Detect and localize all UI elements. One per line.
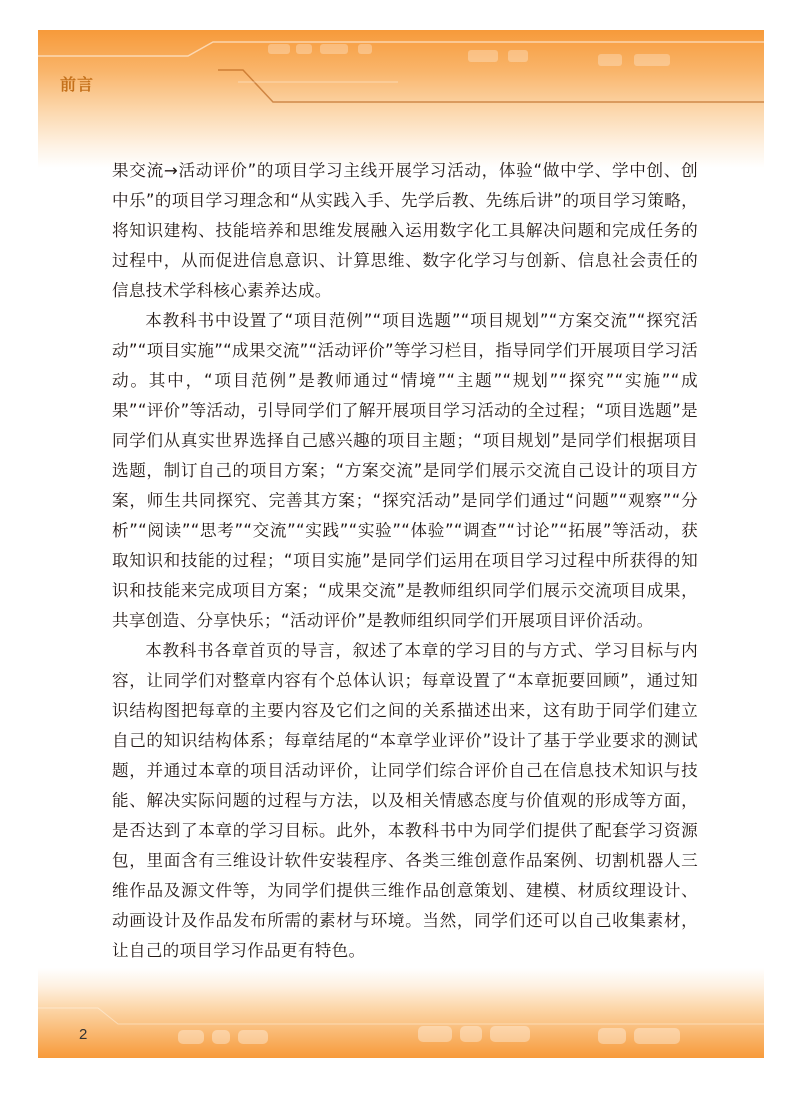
- page-number: 2: [79, 1026, 88, 1043]
- paragraph-3: 本教科书各章首页的导言，叙述了本章的学习目的与方式、学习目标与内容，让同学们对整章内容有个总体认识；每章设置了“本章扼要回顾”，通过知识结构图把每章的主要内容及它们之间的关系描述出来，这有助于同学们建立自己的知识结构体系；每章结尾的“本章学业评价”设计了基于学业要求的测试题，并通过本章的项目活动评价，让同学们综合评价自己在信息技术知识与技能、解决实际问题的过程与方法，以及相关情感态度与价值观的形成等方面，是否达到了本章的学习目标。此外，本教科书中为同学们提供了配套学习资源包，里面含有三维设计软件安装程序、各类三维创意作品案例、切割机器人三维作品及源文件等，为同学们提供三维作品创意策划、建模、材质纹理设计、动画设计及作品发布所需的素材与环境。当然，同学们还可以自己收集素材，让自己的项目学习作品更有特色。: [112, 641, 698, 960]
- paragraph-1: 果交流→活动评价”的项目学习主线开展学习活动，体验“做中学、学中创、创中乐”的项目学习理念和“从实践入手、先学后教、先练后讲”的项目学习策略，将知识建构、技能培养和思维发展融入运用数字化工具解决问题和完成任务的过程中，从而促进信息意识、计算思维、数字化学习与创新、信息社会责任的信息技术学科核心素养达成。: [112, 161, 698, 300]
- paragraph-2: 本教科书中设置了“项目范例”“项目选题”“项目规划”“方案交流”“探究活动”“项目实施”“成果交流”“活动评价”等学习栏目，指导同学们开展项目学习活动。其中，“项目范例”是教师通过“情境”“主题”“规划”“探究”“实施”“成果”“评价”等活动，引导同学们了解开展项目学习活动的全过程；“项目选题”是同学们从真实世界选择自己感兴趣的项目主题；“项目规划”是同学们根据项目选题，制订自己的项目方案；“方案交流”是同学们展示交流自己设计的项目方案，师生共同探究、完善其方案；“探究活动”是同学们通过“问题”“观察”“分析”“阅读”“思考”“交流”“实践”“实验”“体验”“调查”“讨论”“拓展”等活动，获取知识和技能的过程；“项目实施”是同学们运用在项目学习过程中所获得的知识和技能来完成项目方案；“成果交流”是教师组织同学们展示交流项目成果，共享创造、分享快乐；“活动评价”是教师组织同学们开展项目评价活动。: [112, 311, 698, 630]
- header-decoration: [38, 30, 764, 168]
- body-text: [112, 156, 698, 966]
- book-page: [38, 30, 764, 1058]
- section-label: 前言: [60, 75, 95, 94]
- footer-decoration: [38, 968, 764, 1058]
